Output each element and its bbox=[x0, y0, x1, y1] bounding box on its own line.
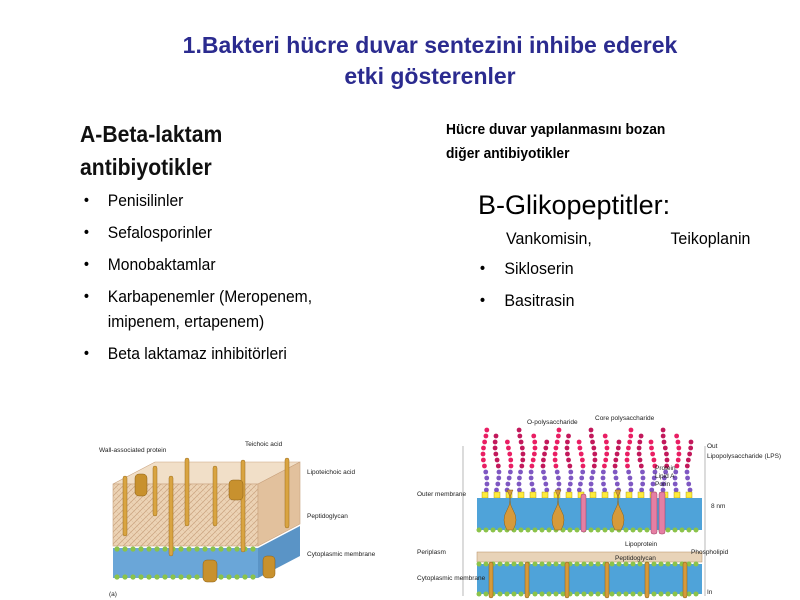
label-o-polysaccharide: O-polysaccharide bbox=[527, 419, 578, 426]
label-out: Out bbox=[707, 443, 718, 450]
label-lipoprotein: Lipoprotein bbox=[625, 541, 658, 548]
label-cytoplasmic-membrane: Cytoplasmic membrane bbox=[307, 551, 376, 558]
label-lps: Lipopolysaccharide (LPS) bbox=[707, 453, 782, 460]
other-antibiotics-heading-line-1: Hücre duvar yapılanmasını bozan bbox=[446, 121, 666, 138]
label-nm: 8 nm bbox=[711, 503, 726, 510]
label-lipoteichoic-acid: Lipoteichoic acid bbox=[307, 469, 356, 476]
list-item: • Karbapenemler (Meropenem, imipenem, ertapenem) bbox=[82, 284, 358, 334]
label-cytoplasmic-membrane: Cytoplasmic membrane bbox=[417, 575, 486, 582]
label-peptidoglycan: Peptidoglycan bbox=[615, 555, 656, 562]
gram-negative-wall-figure bbox=[415, 412, 782, 600]
beta-lactam-list bbox=[82, 188, 382, 373]
label-phospholipid: Phospholipid bbox=[691, 549, 729, 556]
other-antibiotics-heading bbox=[446, 118, 740, 166]
beta-lactam-heading-line-2: antibiyotikler bbox=[80, 154, 212, 180]
slide-title-line-1: 1.Bakteri hücre duvar sentezini inhibe ederek bbox=[182, 32, 678, 58]
label-lipid-a: Lipid A bbox=[655, 473, 675, 480]
label-periplasm: Periplasm bbox=[417, 549, 446, 556]
gram-positive-wall-figure bbox=[95, 436, 375, 600]
slide-title-line-2: etki gösterenler bbox=[344, 63, 516, 89]
glycopeptide-name: Vankomisin, bbox=[506, 229, 592, 248]
gram-negative-wall-svg bbox=[415, 412, 782, 600]
list-item: • Monobaktamlar bbox=[82, 252, 358, 277]
slide-title bbox=[100, 30, 760, 92]
label-protein: Protein bbox=[655, 465, 676, 472]
label-outer-membrane: Outer membrane bbox=[417, 491, 467, 498]
glycopeptide-names bbox=[506, 226, 750, 251]
label-peptidoglycan: Peptidoglycan bbox=[307, 513, 348, 520]
list-item: • Penisilinler bbox=[82, 188, 358, 213]
beta-lactam-heading bbox=[80, 118, 356, 184]
beta-lactam-heading-line-1: A-Beta-laktam bbox=[80, 121, 223, 147]
list-item: • Basitrasin bbox=[478, 288, 722, 313]
label-in: In bbox=[707, 589, 713, 596]
label-teichoic-acid: Teichoic acid bbox=[245, 441, 283, 448]
gram-positive-wall-svg bbox=[95, 436, 375, 600]
glycopeptides-heading: B-Glikopeptitler: bbox=[478, 190, 671, 220]
other-antibiotics-list bbox=[478, 256, 738, 320]
glycopeptide-name: Teikoplanin bbox=[670, 229, 751, 248]
other-antibiotics-heading-line-2: diğer antibiyotikler bbox=[446, 145, 570, 162]
label-wall-protein: Wall-associated protein bbox=[99, 447, 167, 454]
list-item: • Sefalosporinler bbox=[82, 220, 358, 245]
label-core-polysaccharide: Core polysaccharide bbox=[595, 415, 655, 422]
list-item: • Sikloserin bbox=[478, 256, 722, 281]
list-item: • Beta laktamaz inhibitörleri bbox=[82, 341, 358, 366]
label-porin: Porin bbox=[655, 481, 671, 488]
label-panel: (a) bbox=[109, 591, 117, 598]
